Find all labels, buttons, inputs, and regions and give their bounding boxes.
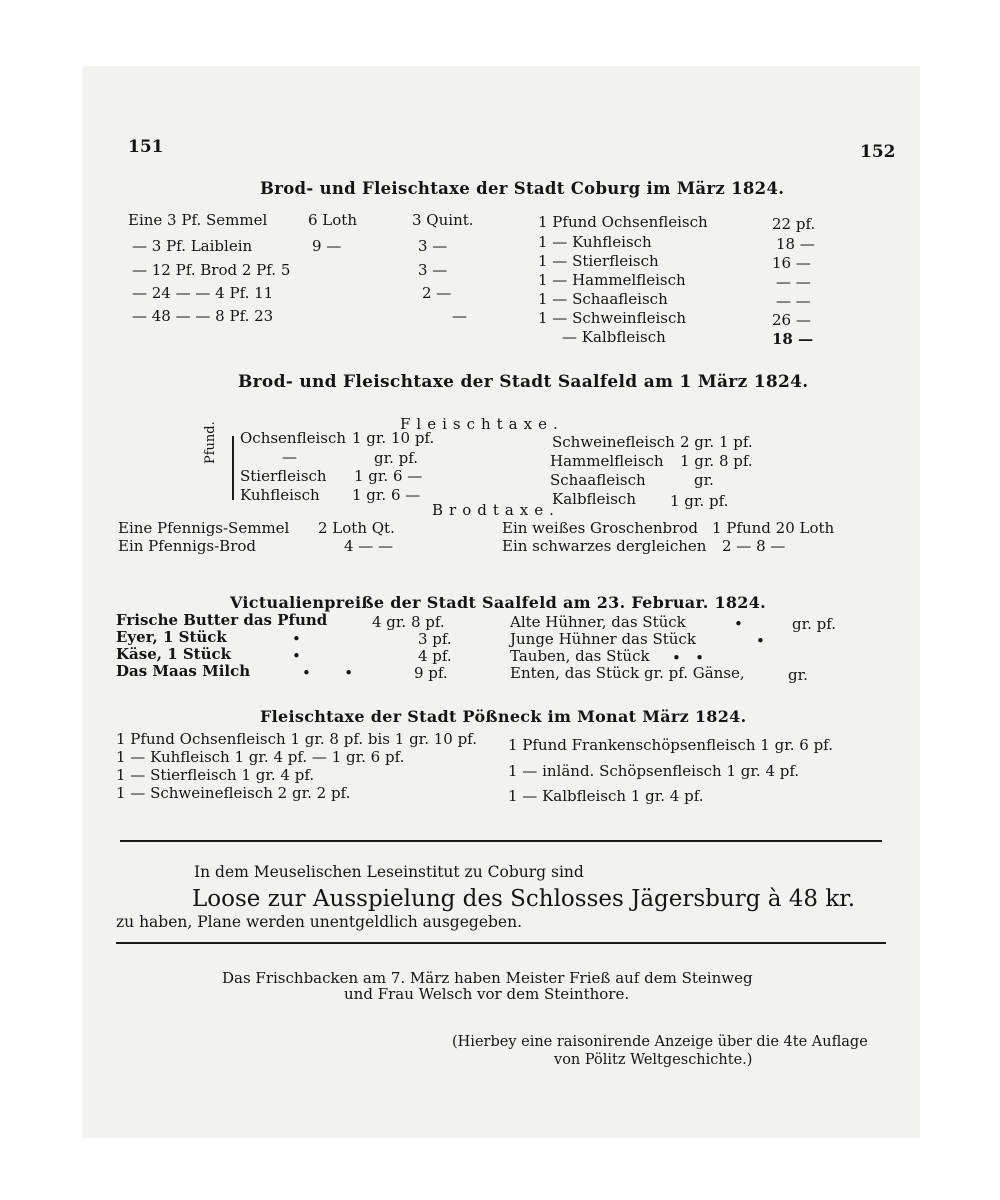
page-number-right: 152 (860, 142, 896, 162)
beilage-line2: von Pölitz Weltgeschichte.) (554, 1052, 753, 1068)
coburg-title: Brod- und Fleischtaxe der Stadt Coburg im März 1824. (260, 179, 785, 198)
coburg-meat-item: 1 — Schweinfleisch (538, 309, 687, 327)
coburg-meat-item: 1 — Kuhfleisch (538, 233, 652, 251)
pfund-bracket-line (232, 436, 234, 500)
saalfeld-meat-price: 1 gr. 6 — (352, 486, 421, 504)
coburg-meat-item: 1 — Schaafleisch (538, 290, 668, 308)
page-number-left: 151 (128, 137, 164, 157)
coburg-bread-quint: 3 Quint. (412, 211, 474, 229)
saalfeld-meat-price: gr. (694, 471, 714, 489)
coburg-meat-price: — — (776, 273, 811, 291)
coburg-bread-quint: 2 — (422, 284, 452, 302)
coburg-bread-weight: 6 Loth (308, 211, 357, 229)
brodtaxe-heading: Brodtaxe. (432, 501, 560, 519)
poessneck-item: 1 — Stierfleisch 1 gr. 4 pf. (116, 766, 315, 784)
saalfeld-bread-price: 4 — — (344, 537, 394, 555)
victualien-price: 9 pf. (414, 664, 448, 682)
saalfeld-meat-item: Schaafleisch (550, 471, 646, 489)
notice-line3: zu haben, Plane werden unentgeldlich ausgegeben. (116, 913, 522, 931)
coburg-meat-item: 1 Pfund Ochsenfleisch (538, 213, 708, 231)
coburg-meat-item: 1 — Stierfleisch (538, 252, 659, 270)
coburg-bread-weight: 9 — (312, 237, 342, 255)
saalfeld-bread-item: Ein weißes Groschenbrod (502, 519, 698, 537)
saalfeld-title: Brod- und Fleischtaxe der Stadt Saalfeld am 1 März 1824. (238, 372, 809, 392)
poessneck-item: 1 Pfund Frankenschöpsenfleisch 1 gr. 6 pf. (508, 736, 833, 754)
newspaper-page (82, 66, 920, 1138)
saalfeld-meat-item: Ochsenfleisch (240, 429, 347, 447)
coburg-meat-item: 1 — Hammelfleisch (538, 271, 686, 289)
frischbacken-line1: Das Frischbacken am 7. März haben Meister Frieß auf dem Steinweg (222, 969, 753, 987)
poessneck-item: 1 — Kuhfleisch 1 gr. 4 pf. — 1 gr. 6 pf. (116, 748, 405, 766)
saalfeld-bread-item: Ein Pfennigs-Brod (118, 537, 257, 555)
coburg-meat-price: 16 — (772, 254, 811, 272)
saalfeld-bread-item: Eine Pfennigs-Semmel (118, 519, 290, 537)
frischbacken-line2: und Frau Welsch vor dem Steinthore. (344, 985, 630, 1003)
saalfeld-bread-price: 2 — 8 — (722, 537, 786, 555)
saalfeld-meat-item: — (282, 448, 297, 466)
dot-leader: • (734, 615, 743, 633)
saalfeld-meat-item: Stierfleisch (240, 467, 327, 485)
saalfeld-meat-price: 2 gr. 1 pf. (680, 433, 753, 451)
saalfeld-meat-price: 1 gr. 8 pf. (680, 452, 753, 470)
saalfeld-meat-price: 1 gr. 10 pf. (352, 429, 435, 447)
fleischtaxe-heading: Fleischtaxe. (400, 415, 564, 433)
saalfeld-bread-price: 1 Pfund 20 Loth (712, 519, 835, 537)
beilage-line1: (Hierbey eine raisonirende Anzeige über die 4te Auflage (452, 1034, 868, 1050)
dot-leader: • (756, 632, 765, 650)
coburg-bread-item: — 12 Pf. Brod 2 Pf. 5 (132, 261, 291, 279)
poessneck-title: Fleischtaxe der Stadt Pößneck im Monat März 1824. (260, 707, 747, 726)
saalfeld-meat-item: Kalbfleisch (552, 490, 636, 508)
dot-leader: • (292, 630, 301, 648)
dot-leader: • • (672, 649, 704, 667)
victualien-item: Enten, das Stück gr. pf. Gänse, (510, 664, 745, 682)
victualien-item: Frische Butter das Pfund (116, 611, 328, 629)
divider-rule (116, 942, 886, 944)
saalfeld-bread-price: 2 Loth Qt. (318, 519, 395, 537)
coburg-bread-item: — 3 Pf. Laiblein (132, 237, 253, 255)
coburg-bread-item: Eine 3 Pf. Semmel (128, 211, 268, 229)
dot-leader: • • (302, 664, 354, 682)
dot-leader: • (292, 647, 301, 665)
saalfeld-meat-item: Schweinefleisch (552, 433, 675, 451)
victualien-price: 3 pf. (418, 630, 452, 648)
victualien-item: Alte Hühner, das Stück (510, 613, 686, 631)
victualien-item: Käse, 1 Stück (116, 645, 232, 663)
pfund-vertical-label: Pfund. (203, 421, 218, 464)
saalfeld-meat-price: 1 gr. 6 — (354, 467, 423, 485)
poessneck-item: 1 — inländ. Schöpsenfleisch 1 gr. 4 pf. (508, 762, 800, 780)
victualien-item: Tauben, das Stück (510, 647, 650, 665)
coburg-bread-item: — 24 — — 4 Pf. 11 (132, 284, 274, 302)
saalfeld-meat-item: Kuhfleisch (240, 486, 320, 504)
coburg-meat-price: 26 — (772, 311, 811, 329)
saalfeld-meat-item: Hammelfleisch (550, 452, 664, 470)
victualien-price: 4 pf. (418, 647, 452, 665)
saalfeld-bread-item: Ein schwarzes dergleichen (502, 537, 707, 555)
victualien-item: Das Maas Milch (116, 662, 251, 680)
saalfeld-meat-price: gr. pf. (374, 449, 419, 467)
victualien-item: Eyer, 1 Stück (116, 628, 227, 646)
coburg-meat-price: 18 — (776, 235, 815, 253)
poessneck-item: 1 — Kalbfleisch 1 gr. 4 pf. (508, 787, 704, 805)
poessneck-item: 1 Pfund Ochsenfleisch 1 gr. 8 pf. bis 1 gr. 10 pf. (116, 730, 477, 748)
victualien-item: Junge Hühner das Stück (510, 630, 696, 648)
poessneck-item: 1 — Schweinefleisch 2 gr. 2 pf. (116, 784, 351, 802)
victualien-title: Victualienpreiße der Stadt Saalfeld am 23. Februar. 1824. (230, 593, 767, 612)
coburg-bread-quint: 3 — (418, 237, 448, 255)
coburg-meat-price: — — (776, 292, 811, 310)
saalfeld-meat-price: 1 gr. pf. (670, 492, 729, 510)
victualien-price: gr. pf. (792, 615, 837, 633)
coburg-bread-quint: 3 — (418, 261, 448, 279)
victualien-price: 4 gr. 8 pf. (372, 613, 445, 631)
coburg-meat-price: 18 — (772, 330, 814, 348)
coburg-meat-price: 22 pf. (772, 215, 816, 233)
notice-line1: In dem Meuselischen Leseinstitut zu Coburg sind (194, 863, 584, 881)
divider-rule (120, 840, 882, 842)
victualien-price: gr. (788, 666, 808, 684)
coburg-bread-item: — 48 — — 8 Pf. 23 (132, 307, 274, 325)
coburg-meat-item: — Kalbfleisch (562, 328, 666, 346)
coburg-bread-quint: — (452, 307, 467, 325)
notice-line2: Loose zur Ausspielung des Schlosses Jägersburg à 48 kr. (192, 886, 856, 912)
